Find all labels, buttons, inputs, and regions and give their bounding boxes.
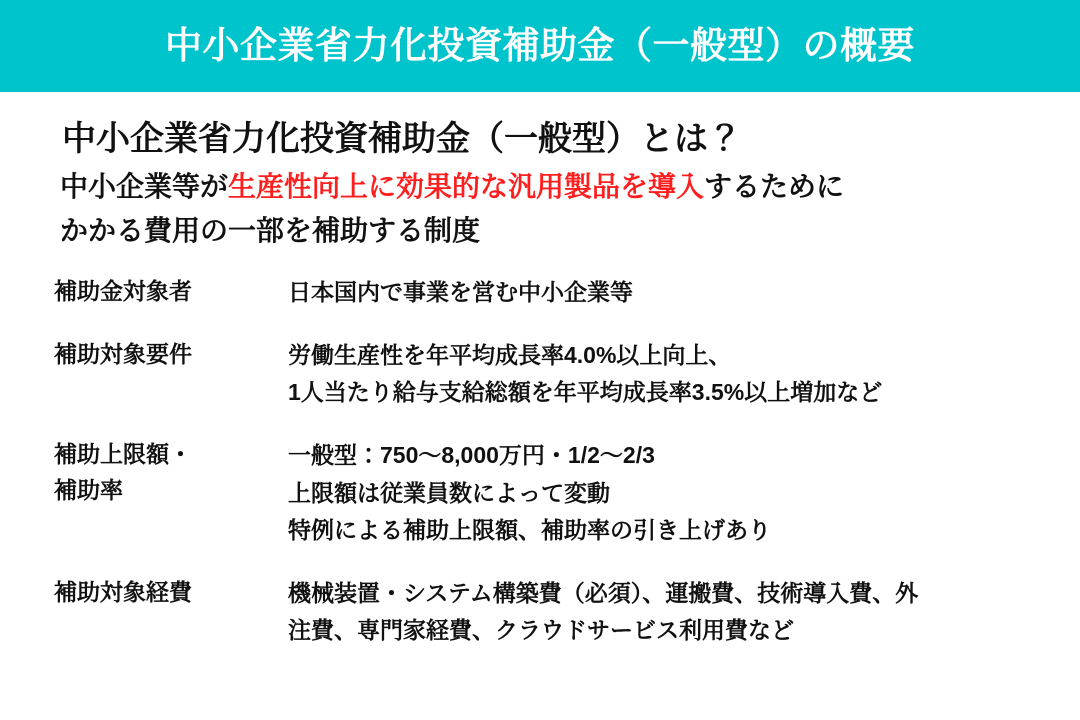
- slide-body: [0, 92, 1080, 650]
- row-label-target: [52, 274, 288, 310]
- row-value-line: 労働生産性を年平均成長率4.0%以上向上、: [288, 341, 732, 368]
- row-value-line: 注費、専門家経費、クラウドサービス利用費など: [288, 617, 794, 644]
- lead-description-line1: [60, 167, 1032, 208]
- row-value-requirements: [288, 337, 1032, 412]
- row-value-line: 一般型：750〜8,000万円・1/2〜2/3: [288, 442, 655, 469]
- row-value-line: 上限額は従業員数によって変動: [288, 479, 610, 506]
- row-value-eligible-expenses: [288, 575, 1032, 650]
- row-value-target: [288, 274, 1032, 311]
- row-value-line: 1人当たり給与支給総額を年平均成長率3.5%以上増加など: [288, 379, 883, 406]
- row-label-line: 補助対象要件: [54, 340, 192, 367]
- lead-desc-prefix: 中小企業等が: [60, 170, 229, 202]
- table-row: [52, 437, 1032, 549]
- row-label-line: 補助上限額・: [54, 441, 192, 468]
- summary-table: [52, 274, 1032, 650]
- row-label-line: 補助率: [54, 477, 123, 504]
- header-bar: [0, 0, 1080, 92]
- row-value-line: 機械装置・システム構築費（必須）、運搬費、技術導入費、外: [288, 580, 919, 607]
- page-title: 中小企業省力化投資補助金（一般型）の概要: [165, 24, 915, 66]
- lead-title: 中小企業省力化投資補助金（一般型）とは？: [62, 120, 742, 158]
- table-row: [52, 575, 1032, 650]
- lead-desc-highlight: 生産性向上に効果的な汎用製品を導入: [228, 170, 705, 202]
- lead-description-line2: かかる費用の一部を補助する制度: [60, 215, 481, 247]
- row-value-limit-rate: [288, 437, 1032, 549]
- row-value-line: 日本国内で事業を営む中小企業等: [288, 278, 633, 305]
- table-row: [52, 337, 1032, 412]
- row-label-line: 補助対象経費: [54, 579, 192, 606]
- row-label-eligible-expenses: [52, 575, 288, 611]
- row-label-requirements: [52, 337, 288, 373]
- lead-desc-suffix: するために: [704, 170, 845, 202]
- row-value-line: 特例による補助上限額、補助率の引き上げあり: [288, 516, 771, 543]
- row-label-limit-rate: [52, 437, 288, 508]
- row-label-line: 補助金対象者: [54, 277, 192, 304]
- table-row: [52, 274, 1032, 311]
